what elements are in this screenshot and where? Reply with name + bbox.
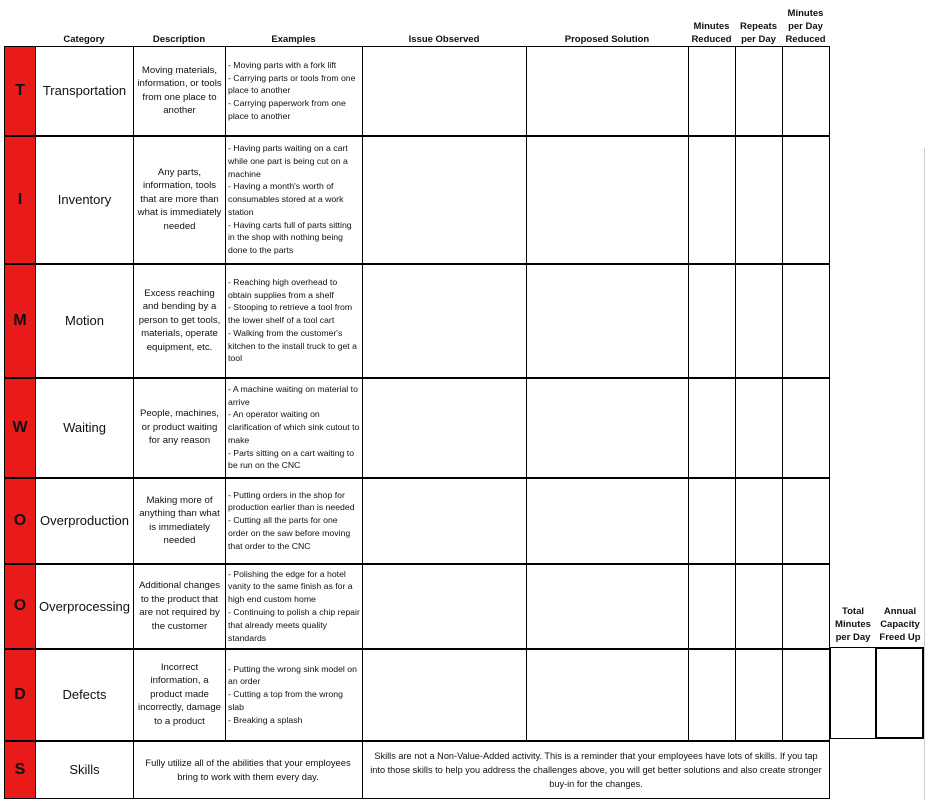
examples-cell	[226, 649, 363, 741]
waste-row-motion	[5, 264, 830, 378]
waste-letter: I	[5, 136, 36, 264]
category-cell: Motion	[36, 264, 134, 378]
repeats-per-day-input[interactable]	[736, 264, 783, 378]
examples-cell	[226, 378, 363, 478]
category-cell: Defects	[36, 649, 134, 741]
repeats-per-day-input[interactable]	[736, 47, 783, 136]
issue-observed-input[interactable]	[363, 378, 527, 478]
example-item: - Putting orders in the shop for production earlier than is needed	[228, 489, 355, 513]
example-item: - Moving parts with a fork lift	[228, 59, 337, 70]
waste-letter: D	[5, 649, 36, 741]
description-cell: People, machines, or product waiting for any reason	[134, 378, 226, 478]
skills-description: Fully utilize all of the abilities that your employees bring to work with them every day.	[134, 741, 363, 799]
annual-capacity-freed-up-label: Annual Capacity Freed Up	[879, 606, 921, 643]
minutes-reduced-input[interactable]	[689, 264, 736, 378]
proposed-solution-input[interactable]	[527, 136, 689, 264]
minutes-per-day-reduced-input[interactable]	[783, 136, 830, 264]
minutes-reduced-input[interactable]	[689, 378, 736, 478]
proposed-solution-input[interactable]	[527, 378, 689, 478]
skills-note: Skills are not a Non-Value-Added activity. This is a reminder that your employees have lots of skills. If you tap into those skills to help you address the challenges above, you will get better solutions and also create stronger buy-in for the changes.	[363, 741, 830, 799]
category-cell: Overproduction	[36, 478, 134, 564]
minutes-per-day-reduced-input[interactable]	[783, 478, 830, 564]
header-examples: Examples	[271, 34, 316, 45]
waste-row-overproduction	[5, 478, 830, 564]
category-cell: Waiting	[36, 378, 134, 478]
example-item: - Continuing to polish a chip repair that already meets quality standards	[228, 607, 360, 643]
issue-observed-input[interactable]	[363, 564, 527, 649]
waste-row-waiting	[5, 378, 830, 478]
header-minutes-reduced: Minutes Reduced	[691, 21, 732, 45]
description-cell: Any parts, information, tools that are more than what is immediately needed	[134, 136, 226, 264]
examples-cell	[226, 136, 363, 264]
issue-observed-input[interactable]	[363, 47, 527, 136]
minutes-reduced-input[interactable]	[689, 478, 736, 564]
example-item: - Having carts full of parts sitting in the shop with nothing being done to the parts	[228, 219, 352, 256]
waste-row-defects	[5, 649, 830, 741]
description-cell: Making more of anything than what is immediately needed	[134, 478, 226, 564]
example-item: - Cutting all the parts for one order on the saw before moving that order to the CNC	[228, 515, 351, 551]
annual-capacity-freed-up-input[interactable]	[875, 647, 924, 739]
example-item: - Parts sitting on a cart waiting to be run on the CNC	[228, 447, 355, 471]
example-item: - Cutting a top from the wrong slab	[228, 689, 343, 712]
waste-letter: M	[5, 264, 36, 378]
minutes-reduced-input[interactable]	[689, 564, 736, 649]
proposed-solution-input[interactable]	[527, 478, 689, 564]
proposed-solution-input[interactable]	[527, 47, 689, 136]
proposed-solution-input[interactable]	[527, 564, 689, 649]
waste-row-overprocessing	[5, 564, 830, 649]
header-issue-observed: Issue Observed	[408, 34, 480, 45]
repeats-per-day-input[interactable]	[736, 378, 783, 478]
description-cell: Additional changes to the product that are not required by the customer	[134, 564, 226, 649]
waste-letter: O	[5, 564, 36, 649]
proposed-solution-input[interactable]	[527, 264, 689, 378]
minutes-reduced-input[interactable]	[689, 47, 736, 136]
description-cell: Excess reaching and bending by a person to get tools, materials, operate equipment, etc.	[134, 264, 226, 378]
issue-observed-input[interactable]	[363, 478, 527, 564]
example-item: - Having parts waiting on a cart while one part is being cut on a machine	[228, 142, 348, 179]
proposed-solution-input[interactable]	[527, 649, 689, 741]
minutes-per-day-reduced-input[interactable]	[783, 47, 830, 136]
waste-letter: O	[5, 478, 36, 564]
examples-cell	[226, 564, 363, 649]
description-cell: Incorrect information, a product made incorrectly, damage to a product	[134, 649, 226, 741]
header-minutes-per-day-reduced: Minutes per Day Reduced	[785, 8, 826, 45]
category-cell: Inventory	[36, 136, 134, 264]
header-category: Category	[63, 34, 105, 45]
total-minutes-per-day-label: Total Minutes per Day	[835, 606, 871, 643]
repeats-per-day-input[interactable]	[736, 478, 783, 564]
total-minutes-per-day-input[interactable]	[830, 647, 876, 739]
examples-cell	[226, 47, 363, 136]
right-edge-line	[924, 148, 925, 800]
example-item: - An operator waiting on clarification of which sink cutout to make	[228, 409, 360, 445]
minutes-per-day-reduced-input[interactable]	[783, 264, 830, 378]
example-item: - Carrying parts or tools from one place to another	[228, 72, 356, 96]
waste-table	[4, 46, 830, 799]
waste-row-transportation	[5, 47, 830, 136]
examples-cell	[226, 264, 363, 378]
waste-row-skills	[5, 741, 830, 799]
category-cell: Skills	[36, 741, 134, 799]
example-item: - Having a month's worth of consumables stored at a work station	[228, 181, 344, 217]
header-description: Description	[152, 34, 206, 45]
example-item: - Walking from the customer's kitchen to the install truck to get a tool	[228, 327, 357, 364]
example-item: - Breaking a splash	[228, 714, 303, 725]
example-item: - Reaching high overhead to obtain supplies from a shelf	[228, 276, 338, 300]
minutes-per-day-reduced-input[interactable]	[783, 649, 830, 741]
repeats-per-day-input[interactable]	[736, 564, 783, 649]
minutes-reduced-input[interactable]	[689, 649, 736, 741]
category-cell: Overprocessing	[36, 564, 134, 649]
example-item: - Putting the wrong sink model on an order	[228, 663, 357, 687]
minutes-per-day-reduced-input[interactable]	[783, 564, 830, 649]
example-item: - A machine waiting on material to arrive	[228, 383, 358, 407]
example-item: - Carrying paperwork from one place to another	[228, 98, 346, 121]
repeats-per-day-input[interactable]	[736, 136, 783, 264]
example-item: - Stooping to retrieve a tool from the lower shelf of a tool cart	[228, 302, 353, 326]
description-cell: Moving materials, information, or tools from one place to another	[134, 47, 226, 136]
issue-observed-input[interactable]	[363, 264, 527, 378]
issue-observed-input[interactable]	[363, 649, 527, 741]
header-repeats-per-day: Repeats per Day	[740, 21, 777, 45]
repeats-per-day-input[interactable]	[736, 649, 783, 741]
waste-letter: T	[5, 47, 36, 136]
examples-cell	[226, 478, 363, 564]
waste-letter: W	[5, 378, 36, 478]
waste-letter: S	[5, 741, 36, 799]
waste-row-inventory	[5, 136, 830, 264]
minutes-reduced-input[interactable]	[689, 136, 736, 264]
issue-observed-input[interactable]	[363, 136, 527, 264]
header-proposed-solution: Proposed Solution	[564, 34, 650, 45]
example-item: - Polishing the edge for a hotel vanity to the same finish as for a high end custom home	[228, 568, 353, 605]
category-cell: Transportation	[36, 47, 134, 136]
minutes-per-day-reduced-input[interactable]	[783, 378, 830, 478]
